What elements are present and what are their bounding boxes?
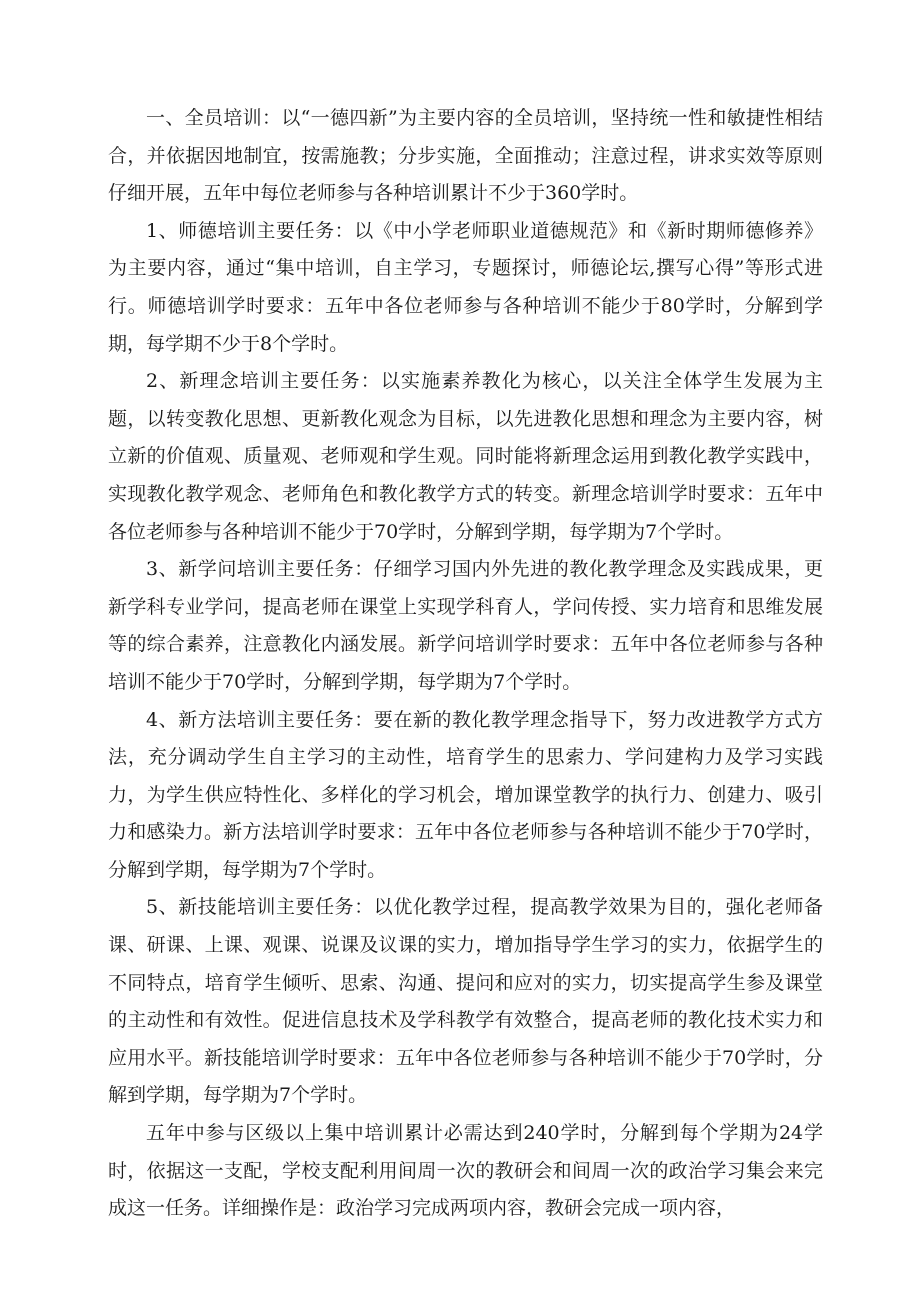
paragraph-all-staff-training: 一、全员培训：以“一德四新”为主要内容的全员培训，坚持统一性和敏捷性相结合，并依据因地制宜，按需施教；分步实施，全面推动；注意过程，讲求实效等原则仔细开展，五年中每位老师参与各种培训累计不少于360学时。 (108, 107, 823, 205)
paragraph-ethics-training: 1、师德培训主要任务：以《中小学老师职业道德规范》和《新时期师德修养》为主要内容，通过“集中培训，自主学习，专题探讨，师德论坛,撰写心得”等形式进行。师德培训学时要求：五年中各位老师参与各种培训不能少于80学时，分解到学期，每学期不少于8个学时。 (108, 219, 823, 355)
document-body (108, 100, 823, 1228)
paragraph-new-knowledge-training: 3、新学问培训主要任务：仔细学习国内外先进的教化教学理念及实践成果，更新学科专业学问，提高老师在课堂上实现学科育人，学问传授、实力培育和思维发展等的综合素养，注意教化内涵发展。新学问培训学时要求：五年中各位老师参与各种培训不能少于70学时，分解到学期，每学期为7个学时。 (108, 558, 823, 693)
paragraph-new-concept-training: 2、新理念培训主要任务：以实施素养教化为核心，以关注全体学生发展为主题，以转变教化思想、更新教化观念为目标，以先进教化思想和理念为主要内容，树立新的价值观、质量观、老师观和学生观。同时能将新理念运用到教化教学实践中，实现教化教学观念、老师角色和教化教学方式的转变。新理念培训学时要求：五年中各位老师参与各种培训不能少于70学时，分解到学期，每学期为7个学时。 (108, 370, 823, 543)
paragraph-new-skill-training: 5、新技能培训主要任务：以优化教学过程，提高教学效果为目的，强化老师备课、研课、上课、观课、说课及议课的实力，增加指导学生学习的实力，依据学生的不同特点，培育学生倾听、思索、沟通、提问和应对的实力，切实提高学生参及课堂的主动性和有效性。促进信息技术及学科教学有效整合，提高老师的教化技术实力和应用水平。新技能培训学时要求：五年中各位老师参与各种培训不能少于70学时，分解到学期，每学期为7个学时。 (108, 896, 823, 1107)
paragraph-new-method-training: 4、新方法培训主要任务：要在新的教化教学理念指导下，努力改进教学方式方法，充分调动学生自主学习的主动性，培育学生的思索力、学问建构力及学习实践力，为学生供应特性化、多样化的学习机会，增加课堂教学的执行力、创建力、吸引力和感染力。新方法培训学时要求：五年中各位老师参与各种培训不能少于70学时，分解到学期，每学期为7个学时。 (108, 708, 823, 881)
paragraph-district-training-hours: 五年中参与区级以上集中培训累计必需达到240学时，分解到每个学期为24学时，依据这一支配，学校支配利用间周一次的教研会和间周一次的政治学习集会来完成这一任务。详细操作是：政治学习完成两项内容，教研会完成一项内容， (108, 1122, 823, 1220)
